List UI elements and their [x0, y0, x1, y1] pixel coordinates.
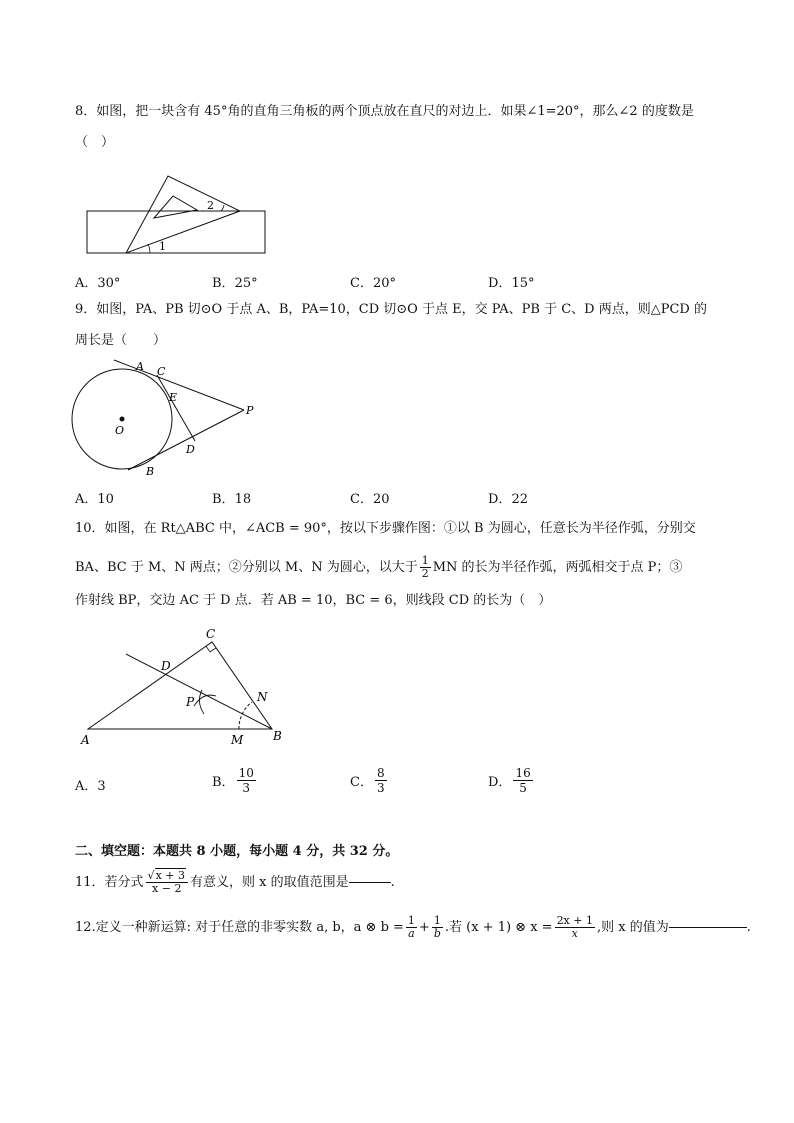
- label-c: C: [206, 627, 216, 641]
- q11-answer-blank: [349, 882, 391, 883]
- q10-line3: 作射线 BP，交边 AC 于 D 点．若 AB = 10，BC = 6，则线段 CD 的长为（ ）: [75, 593, 552, 608]
- q9-stem-cont: 周长是（ ）: [75, 333, 167, 348]
- label-b: B: [146, 465, 155, 478]
- arc-p2: [194, 695, 216, 706]
- label-a: A: [81, 733, 90, 747]
- label-p: P: [246, 404, 254, 417]
- q8-figure: [80, 168, 280, 260]
- q8-stem: 8．如图，把一块含有 45°角的直角三角板的两个顶点放在直尺的对边上．如果∠1=20°，那么∠2 的度数是: [75, 104, 694, 119]
- set-square-inner: [154, 196, 197, 218]
- tangent-pa: [114, 360, 244, 410]
- q10-option-b: B． $\frac{10}{3}$: [212, 766, 254, 795]
- q10-line1: 10．如图，在 Rt△ABC 中，∠ACB = 90°，按以下步骤作图：①以 B 为圆心，任意长为半径作弧，分别交: [75, 521, 696, 536]
- triangle-abc: [88, 642, 272, 729]
- q9-option-a: A．10: [75, 492, 114, 507]
- right-angle-mark: [206, 646, 216, 652]
- label-n: N: [257, 690, 268, 704]
- section-2-heading: 二、填空题：本题共 8 小题，每小题 4 分，共 32 分。: [75, 844, 399, 859]
- label-m: M: [231, 733, 244, 747]
- angle-2-label: 2: [207, 199, 214, 212]
- tangent-cd: [157, 375, 195, 441]
- tangent-pb: [128, 410, 244, 470]
- q11-fraction: $\frac{√x + 3}{x - 2}$: [146, 870, 188, 895]
- q12-answer-blank: [669, 927, 747, 928]
- q10-option-c: C． $\frac{8}{3}$: [350, 766, 385, 795]
- angle-1-label: 1: [159, 240, 166, 253]
- q8-option-c: C．20°: [350, 276, 396, 291]
- q9-option-c: C．20: [350, 492, 390, 507]
- q12: 12.定义一种新运算: 对于任意的非零实数 a, b，a ⊗ b = $\frac{1}{a}$ + $\frac{1}{b}$ .若 (x + 1) ⊗ x = $\frac{2x + 1}{x}$ ,则 x 的值为 .: [75, 914, 751, 940]
- q11: 11．若分式 $\frac{√x + 3}{x - 2}$ 有意义，则 x 的取值范围是 .: [75, 869, 395, 895]
- q8-option-b: B．25°: [212, 276, 258, 291]
- q10-option-a: A．3: [75, 779, 106, 794]
- q9-option-b: B．18: [212, 492, 252, 507]
- q10-line2: BA、BC 于 M、N 两点；②分别以 M、N 为圆心，以大于 $\frac{1}{2}$ MN 的长为半径作弧，两弧相交于点 P；③: [75, 554, 683, 580]
- q9-option-d: D．22: [488, 492, 528, 507]
- label-e: E: [169, 391, 178, 404]
- half-fraction: $\frac{1}{2}$: [421, 554, 429, 580]
- q8-option-d: D．15°: [488, 276, 535, 291]
- q9-stem: 9．如图，PA、PB 切⊙O 于点 A、B，PA=10，CD 切⊙O 于点 E，交 PA、PB 于 C、D 两点，则△PCD 的: [75, 302, 707, 317]
- set-square-outer: [126, 176, 240, 253]
- q10-option-d: D． $\frac{16}{5}$: [488, 766, 531, 795]
- q8-option-a: A．30°: [75, 276, 121, 291]
- label-d: D: [186, 443, 195, 456]
- label-o: O: [115, 424, 125, 437]
- ruler: [87, 211, 265, 253]
- q8-answer-paren: （ ）: [75, 135, 115, 150]
- label-b: B: [273, 729, 282, 743]
- label-c: C: [157, 365, 166, 378]
- label-d: D: [161, 659, 171, 673]
- label-a: A: [136, 360, 144, 373]
- q9-figure: [66, 355, 266, 480]
- center-o: [120, 417, 125, 422]
- q10-figure: [76, 622, 296, 752]
- ray-bp: [126, 654, 272, 729]
- label-p: P: [186, 695, 195, 709]
